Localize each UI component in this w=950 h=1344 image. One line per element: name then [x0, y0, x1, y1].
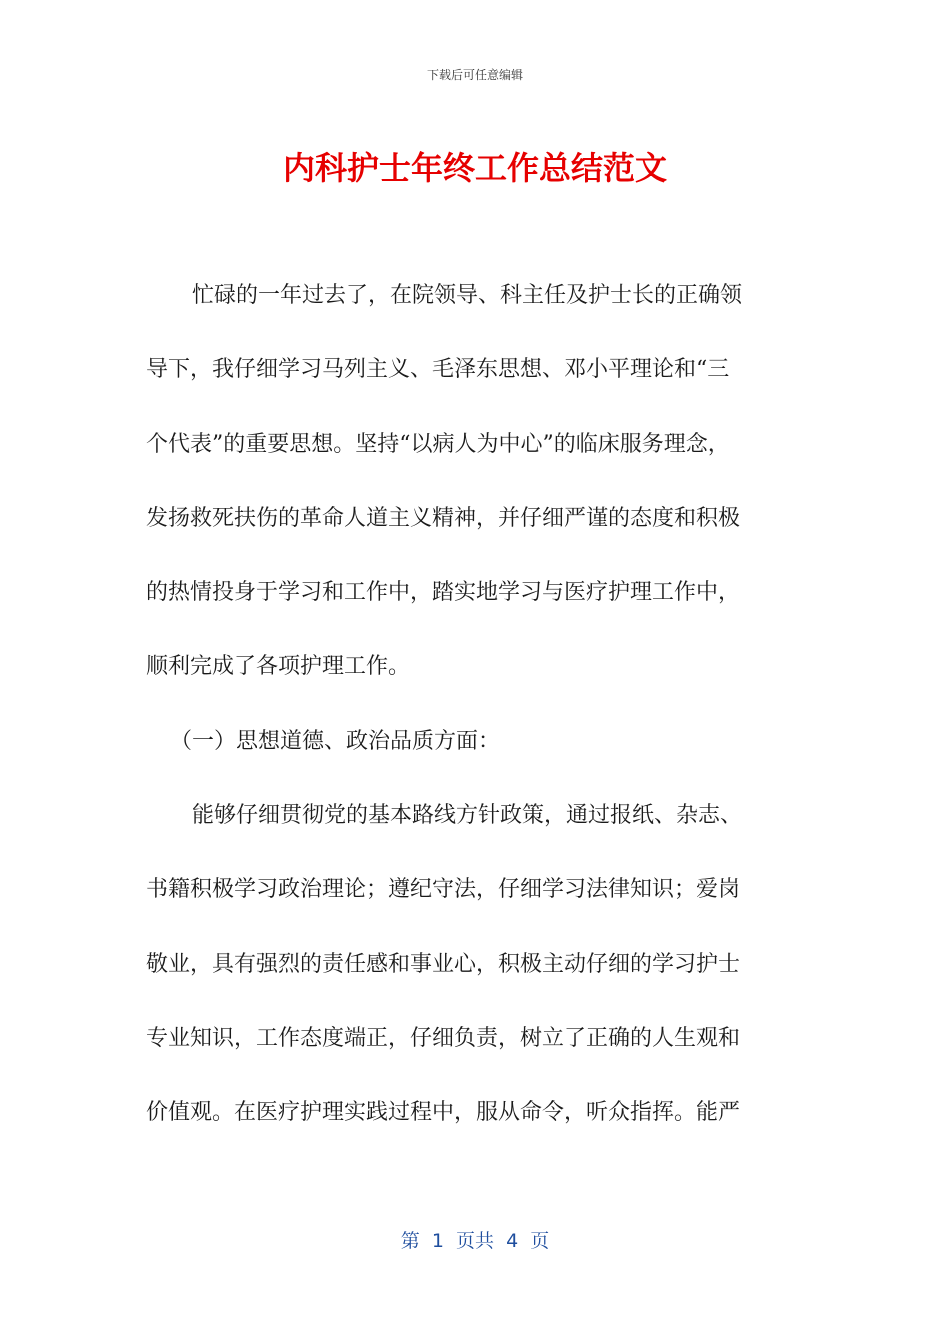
document-body [146, 274, 810, 1166]
page-header-note: 下载后可任意编辑 [426, 68, 523, 82]
body-line: 专业知识，工作态度端正，仔细负责，树立了正确的人生观和 [146, 1025, 741, 1051]
section-heading: （一）思想道德、政治品质方面： [170, 728, 501, 754]
page-number-footer: 第 1 页共 4 页 [400, 1230, 550, 1252]
body-line: 能够仔细贯彻党的基本路线方针政策，通过报纸、杂志、 [192, 803, 743, 829]
body-line: 忙碌的一年过去了，在院领导、科主任及护士长的正确领 [192, 283, 743, 308]
document-title: 内科护士年终工作总结范文 [282, 149, 667, 187]
body-line: 敬业，具有强烈的责任感和事业心，积极主动仔细的学习护士 [146, 951, 741, 977]
body-line: 导下，我仔细学习马列主义、毛泽东思想、邓小平理论和“三 [146, 357, 730, 383]
body-line: 个代表”的重要思想。坚持“以病人为中心”的临床服务理念， [146, 431, 730, 457]
body-line: 的热情投身于学习和工作中，踏实地学习与医疗护理工作中， [146, 580, 741, 606]
body-line: 顺利完成了各项护理工作。 [146, 654, 411, 680]
body-line: 价值观。在医疗护理实践过程中，服从命令，听众指挥。能严 [146, 1100, 741, 1126]
body-line: 发扬救死扶伤的革命人道主义精神，并仔细严谨的态度和积极 [146, 505, 741, 531]
body-line: 书籍积极学习政治理论；遵纪守法，仔细学习法律知识；爱岗 [146, 877, 741, 903]
